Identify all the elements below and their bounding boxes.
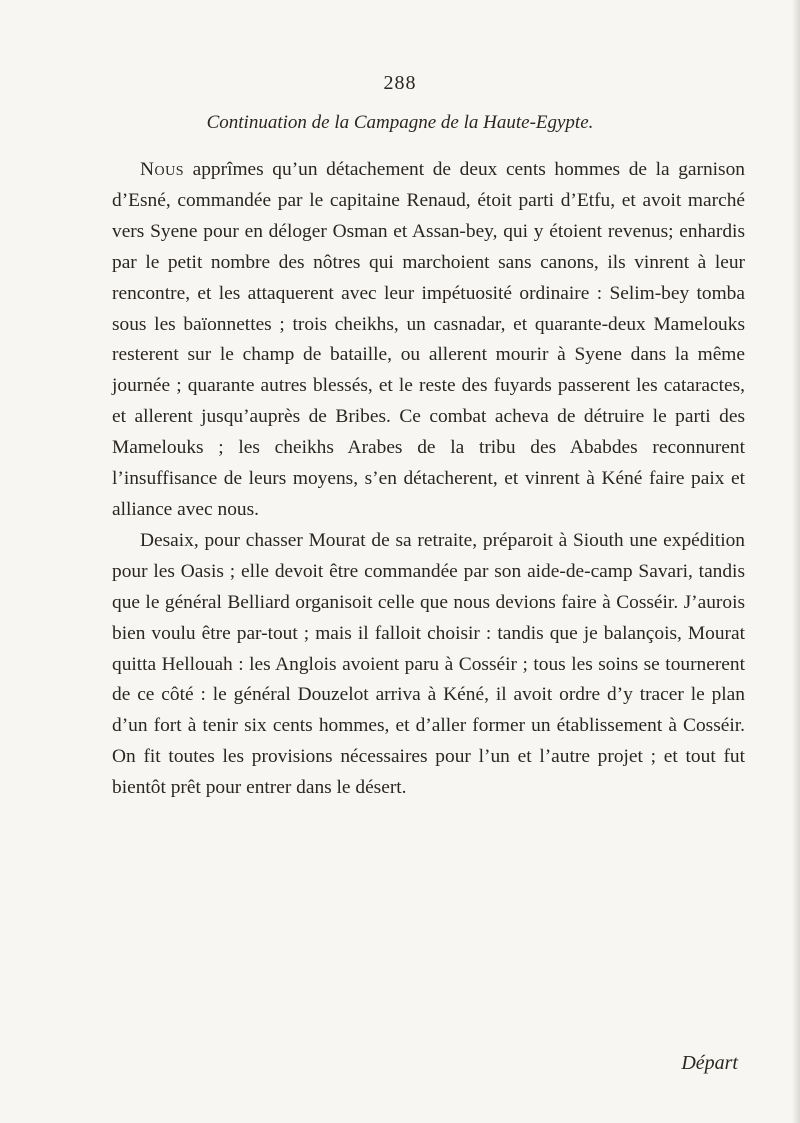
running-title: Continuation de la Campagne de la Haute-Egypte.: [206, 112, 594, 133]
paragraph: [112, 155, 745, 526]
paragraph-text: apprîmes qu’un détachement de deux cents hommes de la garnison d’Esné, commandée par le capitaine Renaud, étoit parti d’Etfu, et avoit marché vers Syene pour en déloger Osman et Assan-bey, qui y étoient revenus; enhardis par le petit nombre des nôtres qui marchoient sans canons, ils vinrent à leur rencontre, et les attaquerent avec leur impétuosité ordinaire : Selim-bey tomba sous les baïonnettes ; trois cheikhs, un casnadar, et quarante-deux Mamelouks resterent sur le champ de bataille, ou allerent mourir à Syene dans la même journée ; quarante autres blessés, et le reste des fuyards passerent les cataractes, et allerent jusqu’auprès de Bribes. Ce combat acheva de détruire le parti des Mamelouks ; les cheikhs Arabes de la tribu des Ababdes reconnurent l’insuffisance de leurs moyens, s’en détacherent, et vinrent à Kéné faire paix et alliance avec nous.: [112, 159, 745, 520]
paragraph: [112, 526, 745, 804]
paragraph-lead-words: Nous: [140, 159, 185, 180]
body-text: [112, 155, 745, 804]
page-edge-shadow: [792, 0, 800, 1123]
page-number: 288: [383, 72, 417, 94]
catchword: Départ: [681, 1052, 738, 1074]
paragraph-text: Desaix, pour chasser Mourat de sa retraite, préparoit à Siouth une expédition pour les Oasis ; elle devoit être commandée par son aide-de-camp Savari, tandis que le général Belliard organisoit celle que nous devions faire à Cosséir. J’aurois bien voulu être par-tout ; mais il falloit choisir : tandis que je balançois, Mourat quitta Hellouah : les Anglois avoient paru à Cosséir ; tous les soins se tournerent de ce côté : le général Douzelot arriva à Kéné, il avoit ordre d’y tracer le plan d’un fort à tenir six cents hommes, et d’aller former un établissement à Cosséir. On fit toutes les provisions nécessaires pour l’un et l’autre projet ; et tout fut bientôt prêt pour entrer dans le désert.: [112, 529, 745, 799]
